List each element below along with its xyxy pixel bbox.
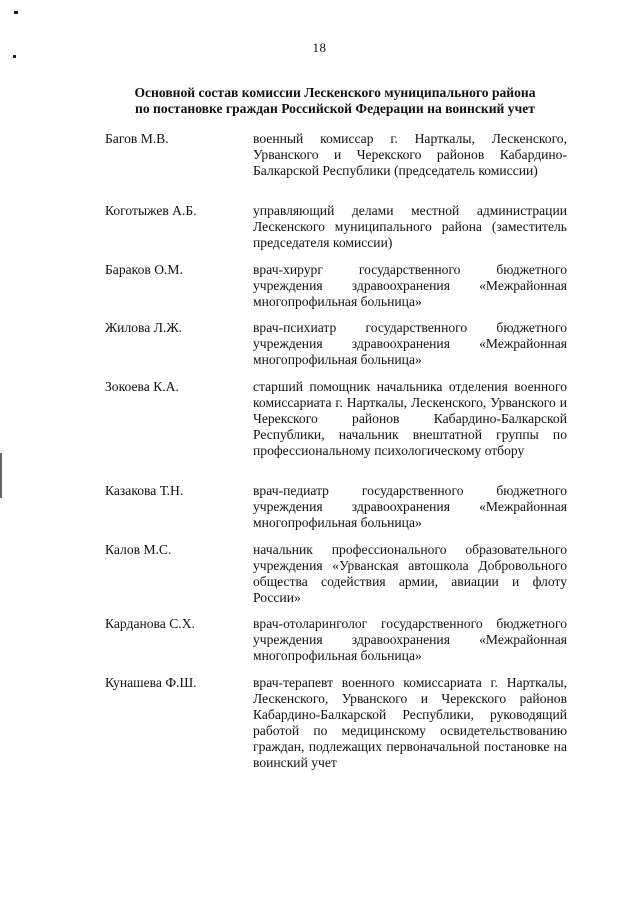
- member-name: Кунашева Ф.Ш.: [105, 675, 197, 690]
- member-name: Калов М.С.: [105, 542, 172, 557]
- scan-margin-marks: [0, 0, 20, 905]
- page-number: 18: [312, 40, 327, 55]
- member-name: Карданова С.Х.: [105, 616, 195, 631]
- member-role: врач-отоларинголог государственного бюджетного учреждения здравоохранения «Межрайонная многопрофильная больница»: [253, 616, 567, 663]
- scan-mark: [0, 453, 2, 498]
- member-role: врач-педиатр государственного бюджетного учреждения здравоохранения «Межрайонная многопрофильная больница»: [253, 483, 567, 530]
- member-role: врач-хирург государственного бюджетного учреждения здравоохранения «Межрайонная многопрофильная больница»: [253, 262, 567, 309]
- member-name: Казакова Т.Н.: [105, 483, 184, 498]
- member-name: Багов М.В.: [105, 131, 169, 146]
- member-role: военный комиссар г. Нарткалы, Лескенского, Урванского и Черекского районов Кабардино-Балкарской Республики (председатель комиссии): [253, 131, 567, 178]
- member-role: старший помощник начальника отделения военного комиссариата г. Нарткалы, Лескенского, Урванского и Черекского районов Кабардино-Балкарской Республики, начальник внештатной группы по профессиональному психологическому отбору: [253, 379, 567, 458]
- scan-mark: [14, 11, 18, 14]
- title-line: по постановке граждан Российской Федерации на воинский учет: [135, 101, 535, 116]
- member-name: Коготыжев А.Б.: [105, 203, 197, 218]
- title-line: Основной состав комиссии Лескенского муниципального района: [134, 85, 536, 100]
- member-role: врач-психиатр государственного бюджетного учреждения здравоохранения «Межрайонная многопрофильная больница»: [253, 320, 567, 367]
- member-role: врач-терапевт военного комиссариата г. Нарткалы, Лескенского, Урванского и Черекского районов Кабардино-Балкарской Республики, руководящий работой по медицинскому освидетельствованию граждан, подлежащих первоначальной постановке на воинский учет: [253, 675, 567, 770]
- member-name: Бараков О.М.: [105, 262, 183, 277]
- document-title: [100, 85, 570, 117]
- member-role: начальник профессионального образовательного учреждения «Урванская автошкола Добровольного общества содействия армии, авиации и флоту России»: [253, 542, 567, 605]
- member-role: управляющий делами местной администрации Лескенского муниципального района (заместитель председателя комиссии): [253, 203, 567, 250]
- member-name: Зокоева К.А.: [105, 379, 179, 394]
- member-name: Жилова Л.Ж.: [105, 320, 182, 335]
